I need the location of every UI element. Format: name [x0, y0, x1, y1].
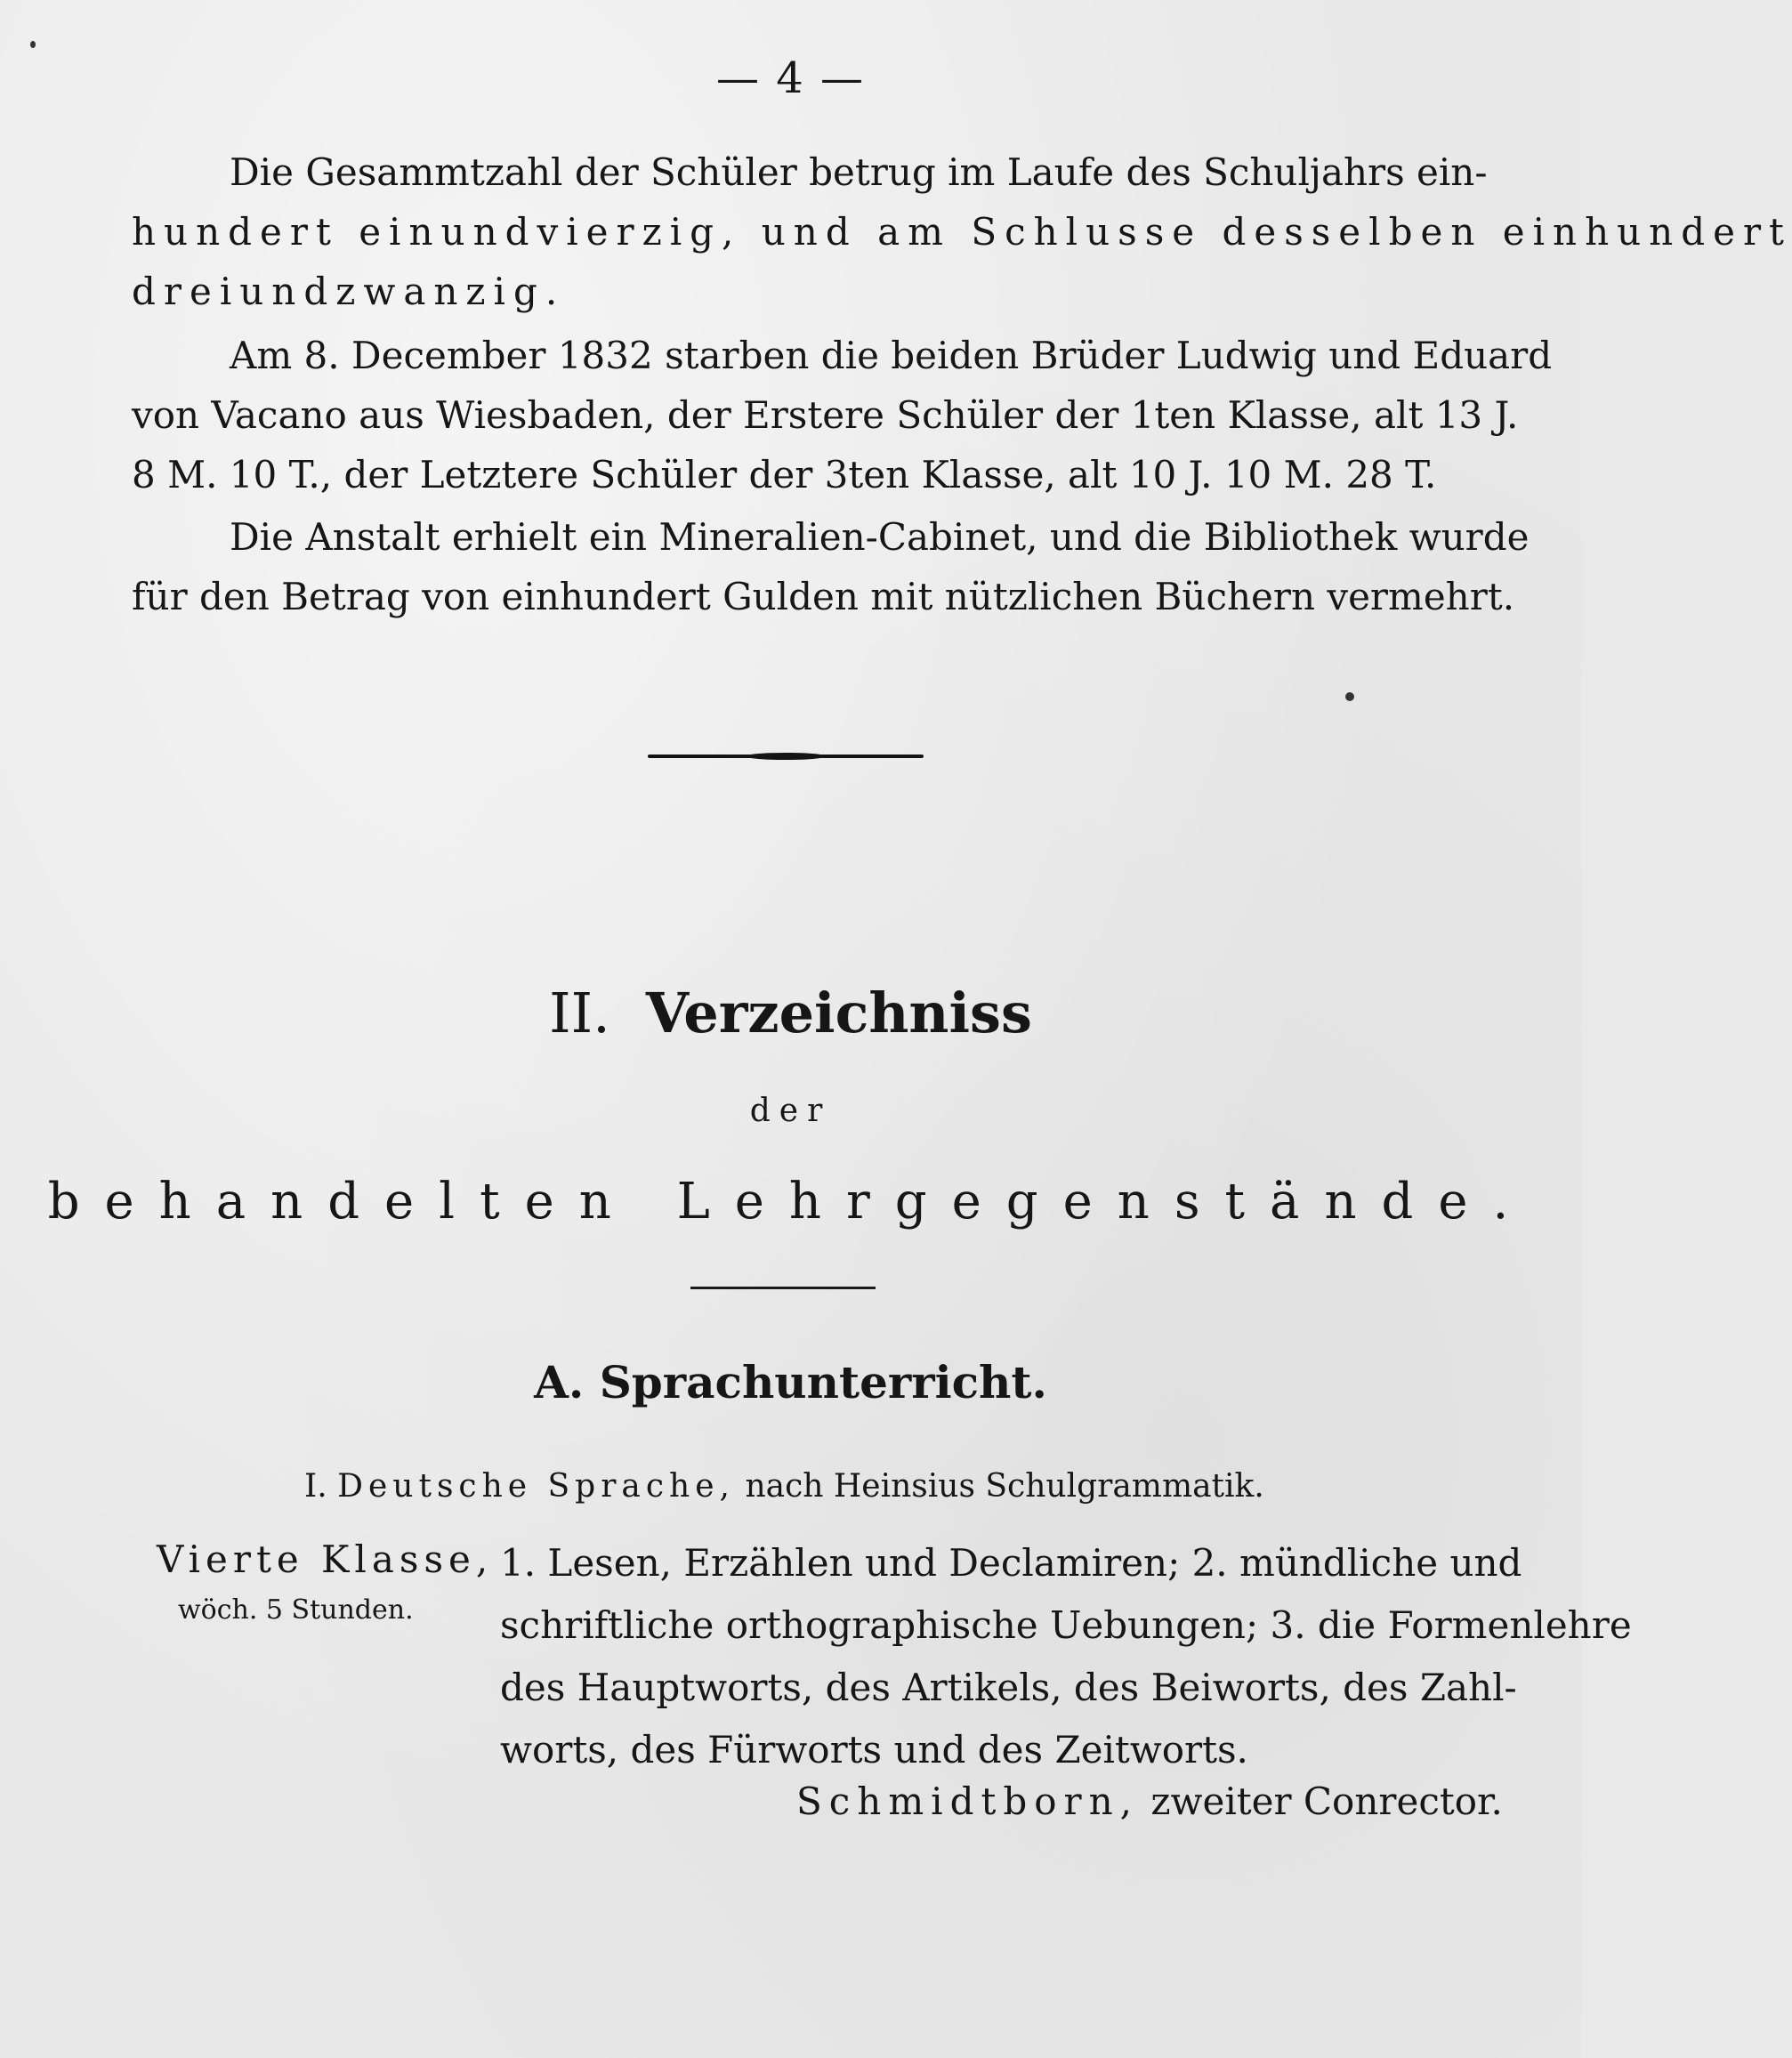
section-numeral: II. [549, 981, 610, 1045]
teacher-name: Schmidtborn, [796, 1780, 1140, 1823]
paragraph-line: von Vacano aus Wiesbaden, der Erstere Schüler der 1ten Klasse, alt 13 J. [132, 393, 1519, 437]
section-title-text: Verzeichniss [645, 981, 1032, 1045]
class-curriculum [500, 1532, 1632, 1781]
section-divider [690, 1287, 876, 1289]
page-number: — 4 — [715, 53, 866, 103]
paragraph-line: 8 M. 10 T., der Letztere Schüler der 3ten Klasse, alt 10 J. 10 M. 28 T. [132, 453, 1437, 496]
course-heading [304, 1468, 1264, 1505]
ornamental-divider [648, 755, 924, 758]
course-prefix: I. [304, 1468, 327, 1505]
section-connector: der [749, 1093, 832, 1129]
paragraph-line: Die Gesammtzahl der Schüler betrug im Laufe des Schuljahrs ein- [230, 150, 1488, 194]
paragraph-student-count [132, 142, 1792, 321]
curriculum-line: worts, des Fürworts und des Zeitworts. [500, 1728, 1248, 1771]
paragraph-cabinet-library [132, 507, 1530, 626]
paper-speck [30, 41, 36, 48]
teacher-title: zweiter Conrector. [1150, 1780, 1503, 1823]
course-reference: nach Heinsius Schulgrammatik. [745, 1468, 1264, 1505]
curriculum-line: 1. Lesen, Erzählen und Declamiren; 2. mündliche und [500, 1541, 1522, 1585]
paragraph-line: hundert einundvierzig, und am Schlusse desselben einhundert [132, 210, 1792, 254]
section-subtitle: behandelten Lehrgegenstände. [47, 1173, 1534, 1231]
curriculum-line: schriftliche orthographische Uebungen; 3. die Formenlehre [500, 1603, 1632, 1647]
subsection-heading: A. Sprachunterricht. [534, 1356, 1047, 1408]
paragraph-deaths [132, 326, 1553, 504]
paragraph-line: für den Betrag von einhundert Gulden mit nützlichen Büchern vermehrt. [132, 575, 1515, 618]
paragraph-line: Die Anstalt erhielt ein Mineralien-Cabinet, und die Bibliothek wurde [230, 515, 1530, 559]
course-subject: Deutsche Sprache, [337, 1468, 735, 1505]
section-title [0, 981, 1581, 1045]
paragraph-line: dreiundzwanzig. [132, 270, 566, 313]
paragraph-line: Am 8. December 1832 starben die beiden Brüder Ludwig und Eduard [230, 334, 1553, 377]
curriculum-line: des Hauptworts, des Artikels, des Beiworts, des Zahl- [500, 1666, 1517, 1709]
class-hours: wöch. 5 Stunden. [178, 1594, 414, 1626]
class-label: Vierte Klasse, [157, 1537, 494, 1581]
paper-speck [1345, 692, 1354, 701]
teacher-signature [796, 1780, 1503, 1823]
